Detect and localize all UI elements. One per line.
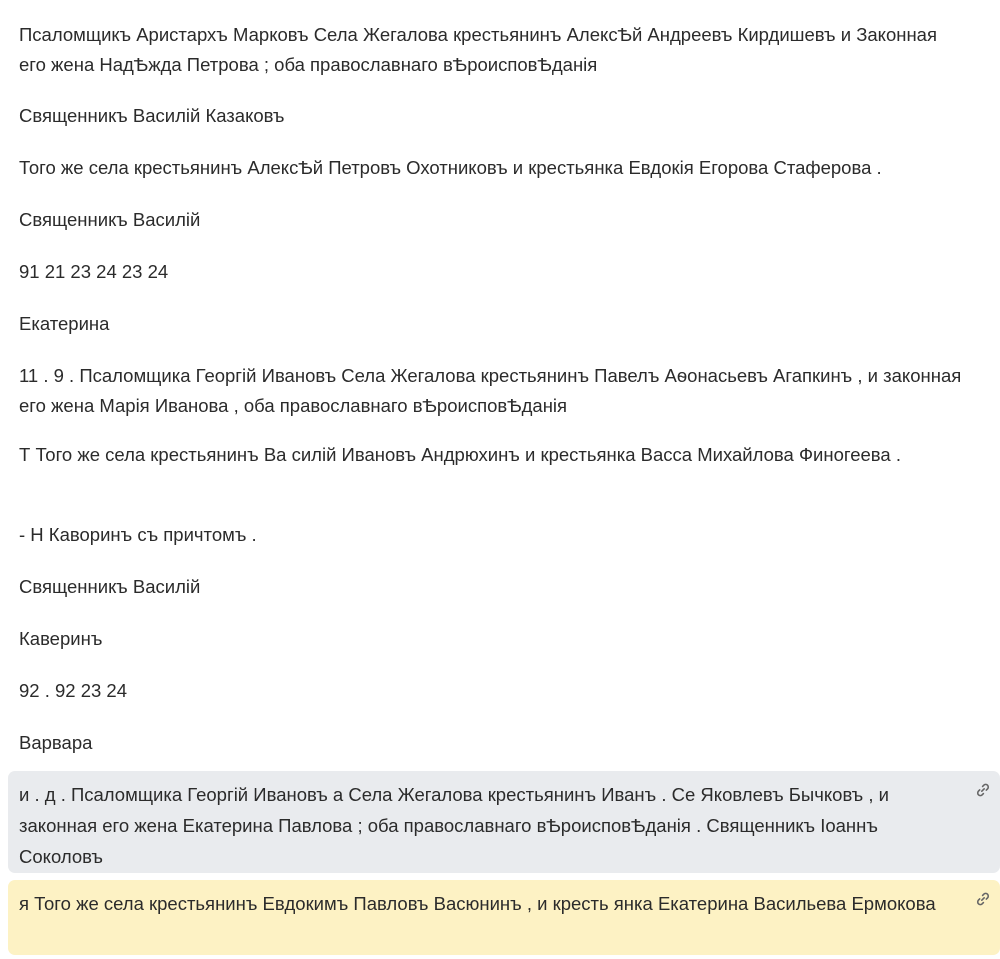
entry-paragraph: Т Того же села крестьянинъ Ва силій Ивановъ Андрюхинъ и крестьянка Васса Михайлова Финогеева .	[19, 444, 901, 465]
entry-paragraph: Каверинъ	[19, 628, 103, 649]
entry-paragraph: 92 . 92 23 24	[19, 680, 128, 701]
entry-paragraph: 11 . 9 . Псаломщика Георгій Ивановъ Села Жегалова крестьянинъ Павелъ Аѳонасьевъ Агапкинъ , и законная его жена Марія Иванова , оба православнаго вѢроисповѢданія	[19, 365, 962, 416]
entry-paragraph: Варвара	[19, 732, 93, 753]
entry-paragraph: Священникъ Василій	[19, 576, 201, 597]
link-icon[interactable]	[976, 783, 990, 797]
entry-paragraph: 91 21 23 24 23 24	[19, 261, 169, 282]
link-icon[interactable]	[976, 892, 990, 906]
entry-paragraph: Священникъ Василій	[19, 209, 201, 230]
entry-paragraph: - Н Каворинъ съ причтомъ .	[19, 524, 257, 545]
highlighted-entry[interactable]	[8, 880, 1000, 955]
highlighted-entry[interactable]	[8, 771, 1000, 873]
entry-paragraph: Екатерина	[19, 313, 110, 334]
entry-paragraph: Того же села крестьянинъ АлексѢй Петровъ Охотниковъ и крестьянка Евдокія Егорова Стаферова .	[19, 157, 882, 178]
entry-paragraph: Псаломщикъ Аристархъ Марковъ Села Жегалова крестьянинъ АлексѢй Андреевъ Кирдишевъ и Законная его жена НадѢжда Петрова ; оба православнаго вѢроисповѢданія	[19, 24, 937, 75]
highlighted-entry-text: я Того же села крестьянинъ Евдокимъ Павловъ Васюнинъ , и кресть янка Екатерина Васильева Ермокова	[19, 893, 936, 914]
entry-paragraph: Священникъ Василій Казаковъ	[19, 105, 285, 126]
highlighted-entry-text: и . д . Псаломщика Георгій Ивановъ а Села Жегалова крестьянинъ Иванъ . Се Яковлевъ Бычковъ , и законная его жена Екатерина Павлова ; оба православнаго вѢроисповѢданія . Священникъ Іоаннъ Соколовъ	[19, 784, 889, 867]
